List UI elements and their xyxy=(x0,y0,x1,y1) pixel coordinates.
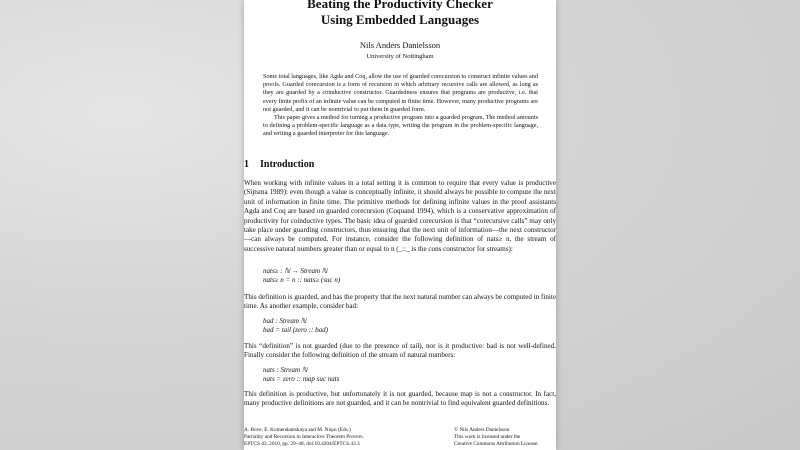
equation-line: nats = zero :: map suc nats xyxy=(263,375,340,384)
footer-proceedings: Partiality and Recursion in Interactive Theorem Provers. xyxy=(244,434,364,440)
footer-editors: A. Bove, E. Komendantskaya and M. Niqui (Eds.) xyxy=(244,427,351,433)
intro-paragraph-2-text: This definition is guarded, and has the property that the next natural number can always be computed in finite time. As another example, consider bad: xyxy=(244,293,556,311)
equation-nats xyxy=(263,366,339,385)
intro-paragraph-4 xyxy=(244,390,556,409)
equation-line: nats≥ : ℕ → Stream ℕ xyxy=(263,267,328,275)
equation-bad xyxy=(263,317,328,336)
intro-paragraph-3 xyxy=(244,342,556,361)
intro-paragraph-2 xyxy=(244,293,556,312)
paper-title-line-2: Using Embedded Languages xyxy=(320,12,480,27)
footer-left xyxy=(244,427,364,448)
author-affiliation: University of Nottingham xyxy=(366,53,434,60)
footer-right xyxy=(454,427,539,448)
author-name: Nils Anders Danielsson xyxy=(359,40,441,50)
pdf-page[interactable] xyxy=(244,0,556,450)
section-title: Introduction xyxy=(260,159,315,170)
equation-line: nats : Stream ℕ xyxy=(263,366,308,374)
section-heading xyxy=(244,159,314,170)
abstract-paragraph-1: Some total languages, like Agda and Coq, allow the use of guarded corecursion to construct infinite values and proofs. Guarded corecursion is a form of recursion in which arbitrary recursive calls are allowed, as long as they are guarded by a coinductive constructor. Guardedness ensures that programs are productive, i.e. that every finite prefix of an infinite value can be computed in finite time. However, many productive programs are not guarded, and it can be nontrivial to put them in guarded form. xyxy=(263,73,538,113)
intro-paragraph-3-text: This “definition” is not guarded (due to the presence of tail), nor is it productive: bad is not well-defined. Finally consider the following definition of the stream of natural numbers: xyxy=(244,342,556,360)
footer-doi: EPTCS 43, 2010, pp. 29–48, doi:10.4204/EPTCS.43.3 xyxy=(244,441,360,447)
intro-paragraph-1 xyxy=(244,179,556,254)
intro-paragraph-1-text: When working with infinite values in a total setting it is common to require that every value is productive (Sijtsma 1989): even though a value is conceptually infinite, it should always be possible to compute the next unit of information in finite time. The primitive methods for defining infinite values in the proof assistants Agda and Coq are based on guarded corecursion (Coquand 1994), which is a conservative approximation of productivity for coinductive types. The basic idea of guarded corecursion is that “corecursive calls” may only take place under guarding constructors, thus ensuring that the next unit of information—the next constructor—can always be computed. For instance, consider the following definition of nats≥ n, the stream of successive natural numbers greater than or equal to n (_::_ is the cons constructor for streams): xyxy=(244,179,556,253)
equation-nats-ge xyxy=(263,267,340,286)
equation-line: bad : Stream ℕ xyxy=(263,317,307,325)
footer-license-line-1: This work is licensed under the xyxy=(454,434,521,440)
section-number: 1 xyxy=(244,159,249,170)
equation-line: bad = tail (zero :: bad) xyxy=(263,326,328,335)
abstract xyxy=(263,73,538,139)
abstract-paragraph-2: This paper gives a method for turning a productive program into a guarded program. The method amounts to defining a problem-specific language as a data type, writing the program in the problem-specific language, and writing a guarded interpreter for this language. xyxy=(263,114,538,138)
equation-line: nats≥ n = n :: nats≥ (suc n) xyxy=(263,276,341,285)
paper-title-line-1: Beating the Productivity Checker xyxy=(307,0,493,11)
intro-paragraph-4-text: This definition is productive, but unfortunately it is not guarded, because map is not a constructor. In fact, many productive definitions are not guarded, and it can be nontrivial to find equivalent guarded definitions. xyxy=(244,390,556,408)
footer-copyright: © Nils Anders Danielsson xyxy=(454,427,510,433)
footer-license-line-2: Creative Commons Attribution License. xyxy=(454,441,539,447)
